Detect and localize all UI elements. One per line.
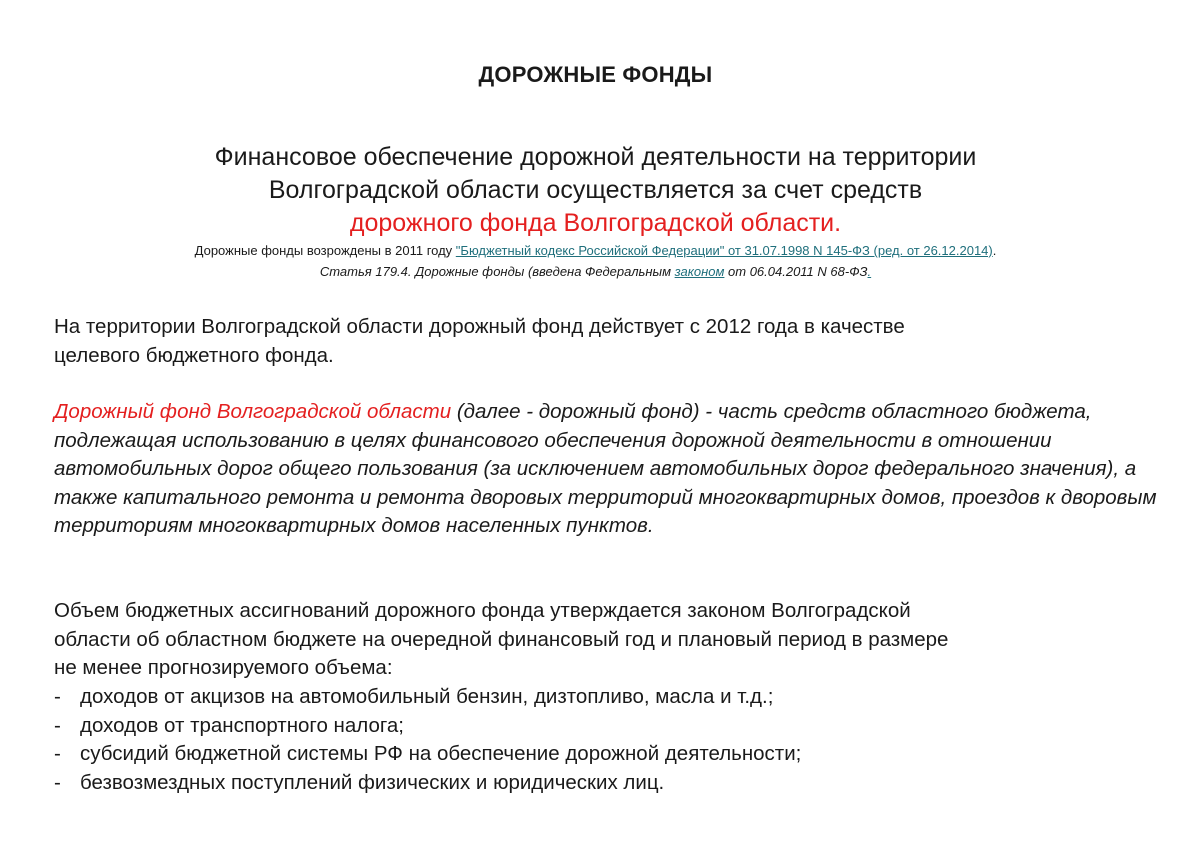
source-line-1-end: . [992,243,997,258]
list-item-text: субсидий бюджетной системы РФ на обеспечение дорожной деятельности; [80,742,802,765]
list-item [54,769,1164,798]
source-line-2 [0,261,1191,282]
source-line-2-end-link[interactable]: . [867,264,872,279]
intro-line-2: Волгоградской области осуществляется за счет средств [268,176,923,204]
intro-line-3-highlight: дорожного фонда Волгоградской области. [349,209,842,237]
source-line-1 [0,240,1191,261]
legal-source-note [0,240,1191,282]
bullet-dash: - [54,770,61,794]
paragraph-budget-allocation [54,597,1164,683]
paragraph3-line-2: области об областном бюджете на очередной финансовый год и плановый период в размере [54,627,949,651]
fund-definition-term: Дорожный фонд Волгоградской области [54,400,452,423]
page-title: ДОРОЖНЫЕ ФОНДЫ [478,62,713,87]
list-item-text: безвозмездных поступлений физических и юридических лиц. [80,770,665,794]
list-item [54,712,1164,741]
paragraph3-line-1: Объем бюджетных ассигнований дорожного фонда утверждается законом Волгоградской [54,599,911,622]
source-line-2-text: Статья 179.4. Дорожные фонды (введена Федеральным [319,264,675,279]
list-item [54,683,1164,712]
paragraph-fund-definition [54,398,1164,541]
paragraph1-line-2: целевого бюджетного фонда. [54,343,334,367]
intro-line-1: Финансовое обеспечение дорожной деятельности на территории [214,143,977,171]
intro-statement [0,141,1191,240]
federal-law-link[interactable]: законом [674,264,725,279]
list-item-text: доходов от транспортного налога; [80,713,404,737]
bullet-dash: - [54,742,61,765]
list-item-text: доходов от акцизов на автомобильный бензин, дизтопливо, масла и т.д.; [80,685,774,708]
bullet-dash: - [54,685,61,708]
revenue-sources-list [54,683,1164,797]
list-item [54,740,1164,769]
paragraph1-line-1: На территории Волгоградской области дорожный фонд действует с 2012 года в качестве [54,315,905,338]
source-line-2-rest: от 06.04.2011 N 68-ФЗ [724,264,868,279]
fund-definition-text: (далее - дорожный фонд) - часть средств областного бюджета, подлежащая использованию в целях финансового обеспечения дорожной деятельности в отношении автомобильных дорог общего пользования (за исключением автомобильных дорог федерального значения), а также капитального ремонта и ремонта дворовых территорий многоквартирных домов, проездов к дворовым территориям многоквартирных домов населенных пунктов. [54,400,1157,537]
bullet-dash: - [54,713,61,737]
source-line-1-text: Дорожные фонды возрождены в 2011 году [194,243,456,258]
budget-code-link[interactable]: "Бюджетный кодекс Российской Федерации" от 31.07.1998 N 145-ФЗ (ред. от 26.12.2014) [455,243,993,258]
paragraph3-line-3: не менее прогнозируемого объема: [54,656,393,679]
paragraph-fund-since-2012 [54,313,1164,370]
